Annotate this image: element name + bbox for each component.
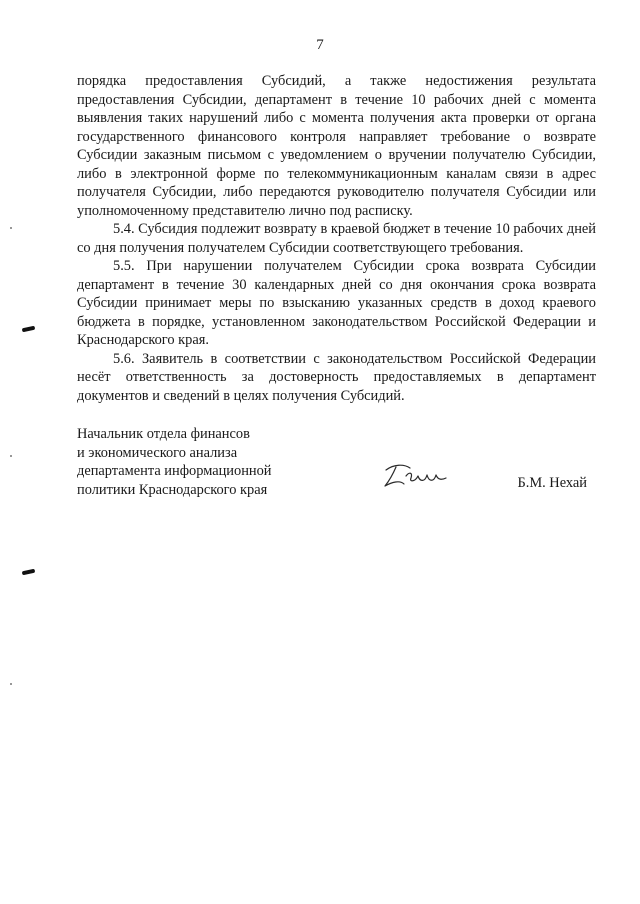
signature-block <box>77 425 597 497</box>
paragraph-5-4: 5.4. Субсидия подлежит возврату в краевой бюджет в течение 10 рабочих дней со дня получения получателем Субсидии соответствующего требования. <box>77 221 596 256</box>
paragraph-5-6: 5.6. Заявитель в соответствии с законодательством Российской Федерации несёт ответственность за достоверность предоставляемых в департамент документов и сведений в целях получения Субсидий. <box>77 350 596 404</box>
scan-artifact <box>10 683 12 685</box>
position-line: Начальник отдела финансов <box>77 426 250 442</box>
paragraph-5-5: 5.5. При нарушении получателем Субсидии срока возврата Субсидии департамент в течение 30 календарных дней со дня окончания срока возврата Субсидии принимает меры по взысканию указанных средств в доход краевого бюджета в порядке, установленном законодательством Российской Федерации и Краснодарского края. <box>77 258 596 348</box>
position-line: и экономического анализа <box>77 444 238 461</box>
handwritten-signature <box>380 461 450 491</box>
scan-artifact <box>22 326 36 333</box>
scan-artifact <box>10 455 12 457</box>
document-body <box>77 72 596 405</box>
signatory-name: Б.М. Нехай <box>517 475 587 491</box>
scan-artifact <box>22 569 36 576</box>
position-line: политики Краснодарского края <box>77 481 268 498</box>
paragraph-continuation: порядка предоставления Субсидий, а также недостижения результата предоставления Субсидии, департамент в течение 10 рабочих дней с момента выявления таких нарушений либо с момента получения акта проверки от органа государственного финансового контроля направляет требование о возврате Субсидии заказным письмом с уведомлением о вручении получателю Субсидии, либо в электронной форме по телекоммуникационным каналам связи в адрес получателя Субсидии, либо передаются руководителю получателя Субсидии или уполномоченному представителю лично под расписку. <box>77 73 596 219</box>
position-line: департамента информационной <box>77 463 272 479</box>
scan-artifact <box>10 227 12 229</box>
page-number: 7 <box>316 37 324 53</box>
